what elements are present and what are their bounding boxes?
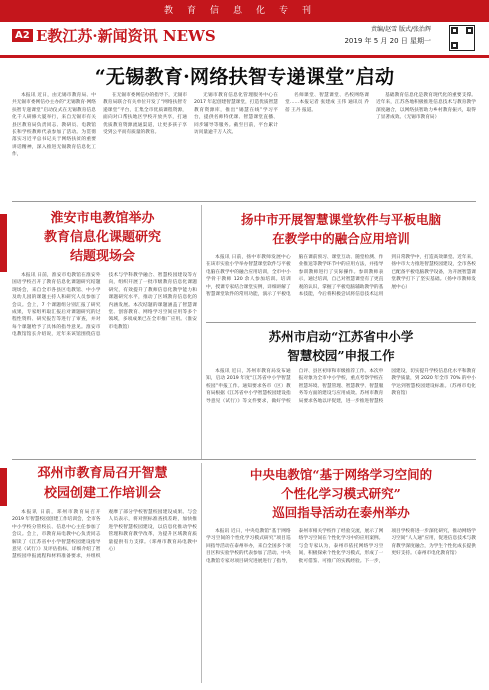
qr-code-icon — [449, 25, 475, 51]
article-suzhou-body: 本报讯 近日，苏州市教育局发布通知，启动 2019 年度“江苏省中小学智慧校园”申报工作。通知要求各市（区）教育局根据《江苏省中小学智慧校园建设指导意见（试行）》等文件要求，做好学校自评、县区初审和市级推荐工作。本次申报对象为全市中小学校，重点考察学校在智慧环境、智慧管理、智慧教学、智慧服务等方面的建设与应用成效。苏州市教育局要求各地以评促建，进一步推进智慧校园建设，切实提升学校信息化水平和教育教学质量，到 2020 年全市 70% 的中小学达到智慧校园建设标准。（苏州市电化教育馆） — [206, 369, 476, 404]
section-divider — [12, 201, 476, 202]
article-left-body: 本报讯 日前，淮安市电教馆在淮安外国语学校召开了教育信息化课题研究结题现场会，来自全市各县区电教馆、中小学及幼儿园的课题主持人和研究人员参加了会议。会上，7 个课题组分别汇报了研究成果，专家组听取汇报后对课题研究的过程性资料、研究报告等进行了审查，并对每个课题给予了具体的指导意见。淮安市电教馆馆长介绍说，近年来该馆围绕信息技术与学科教学融合、智慧校园建设等方向，组织开展了一批市级教育信息化课题研究，有效提升了教师信息化教学能力和课题研究水平，推动了区域教育信息化的内涵发展。本次结题的课题涵盖了智慧课堂、创客教育、网络学习空间应用等多个领域，多项成果已在全市推广应用。（淮安市电教馆） — [12, 273, 197, 338]
column-divider — [201, 463, 202, 683]
article-taizhou-headline: 中央电教馆“基于网络学习空间的 个性化学习模式研究” 巡回指导活动在泰州举办 — [249, 467, 433, 520]
lead-headline: “无锡教育·网络扶智专递课堂”启动 — [94, 66, 395, 88]
section-divider — [206, 322, 476, 323]
column-divider — [201, 205, 202, 459]
lead-column-1: 本报讯 近日，由无锡市教育局、中共无锡市委网信办主办的“无锡教育·网络扶智专递课堂”启动仪式在无锡教育信息化千人研修大厦举行，来自无锡市有关县区教育局负责同志、教研员、电教馆长和学校教师代表参加了活动。为贯彻落实习近平总书记关于网络扶贫的重要讲话精神，深入推进无锡教育信息化工作， — [12, 93, 96, 158]
masthead-rule — [0, 55, 489, 58]
lead-column-4: 名师课堂、智慧课堂、名校网络课堂……本报记者 张建成 王伟 通讯员 乔蓓 王丹 报道。 — [285, 93, 369, 113]
section-kicker: 教育信息化专刊 — [0, 0, 489, 22]
accent-bar — [0, 214, 7, 272]
accent-bar — [0, 468, 7, 506]
page-number: A2 — [12, 29, 33, 42]
article-pizhou-headline: 邳州市教育局召开智慧 校园创建工作培训会 — [37, 466, 168, 501]
masthead — [0, 24, 489, 54]
lead-column-2: 在无锡市委网信办的指导下，无锡市教育局联合有关单位开发了“网络扶智专递课堂”平台，汇集全市优质课程资源，面向对口帮扶地区学校开放共享，打通优质教育资源流通渠道，让更多孩子享受到公平而有质量的教育。 — [103, 93, 187, 136]
article-left-headline: 淮安市电教馆举办 教育信息化课题研究 结题现场会 — [43, 211, 161, 264]
lead-column-5: 基础教育信息化是教育现代化的重要支撑。近年来，江苏各地积极推进信息技术与教育教学深度融合，以网络扶智助力乡村教育振兴，取得了显著成效。（无锡市教育局） — [376, 93, 476, 121]
article-pizhou-body: 本报讯 日前，邳州市教育局召开 2019 年智慧校园创建工作培训会，全市各中小学校分管校长、信息中心主任参加了会议。会上，市教育局电教中心负责同志解读了《江苏省中小学智慧校园建设指导意见（试行）》及评估指标，详细介绍了智慧校园申报流程和材料准备要求，并组织观摩了部分学校智慧校园建设成果。与会人员表示，将对照标准查找差距，加快推进学校智慧校园建设，以信息化推动学校管理和教育教学改革，为提升区域教育质量提供有力支撑。（邳州市教育局电教中心） — [12, 510, 197, 560]
issue-date: 2019 年 5 月 20 日 星期一 — [344, 37, 431, 45]
section-divider — [12, 459, 476, 460]
issue-editors: 责编/赵雪 版式/张治辉 — [371, 26, 431, 33]
article-taizhou-body: 本报讯 近日，中央电教馆“基于网络学习空间的个性化学习模式研究”项目巡回指导活动在泰州举办，来自全国多个项目区和实验学校的代表参加了活动。中央电教馆专家对项目研究进展进行了指导，泰州市相关学校作了经验交流，展示了网络学习空间在个性化学习中的应用案例。与会专家认为，泰州市依托网络学习空间，积极探索个性化学习模式，形成了一批可借鉴、可推广的实践经验。下一步，项目学校将进一步深化研究，推动网络学习空间“人人通”应用，促进信息技术与教育教学深度融合，为学生个性化成长提供更好支持。（泰州市电化教育馆） — [206, 529, 476, 564]
article-right-headline: 扬中市开展智慧课堂软件与平板电脑 在教学中的融合应用培训 — [240, 212, 441, 246]
article-suzhou-headline: 苏州市启动“江苏省中小学 智慧校园”申报工作 — [268, 329, 414, 363]
article-right-body: 本报讯 日前，扬中市教师发展中心在该市实验小学举办智慧课堂软件与平板电脑在教学中的融合应用培训，全市中小学骨干教师 120 余人参加培训。培训中，授课专家结合课堂实例，详细讲解了智慧课堂软件的常用功能，演示了平板电脑在课前预习、课堂互动、随堂检测、作业推送等教学环节中的应用方法，并指导参训教师进行了实际操作。参训教师表示，通过培训，自己对智慧课堂有了更直观的认识，掌握了平板电脑辅助教学的基本技能，今后将积极尝试将信息技术运用到日常教学中，打造高效课堂。近年来，扬中市大力推进智慧校园建设，全市各校已配备平板电脑教学设备，为开展智慧课堂教学打下了坚实基础。（扬中市教师发展中心） — [206, 255, 476, 298]
paper-name: E教江苏·新闻资讯 NEWS — [36, 27, 216, 45]
lead-column-3: 无锡市教育信息化管理服务中心在 2017 年起创建智慧课堂，打造优质智慧教育资源库，推出“锡慧在线”学习平台，提供名师特优课、智慧课堂直播、同步辅导等服务。截至目前，平台累计访问量逾千万人次。 — [194, 93, 278, 136]
